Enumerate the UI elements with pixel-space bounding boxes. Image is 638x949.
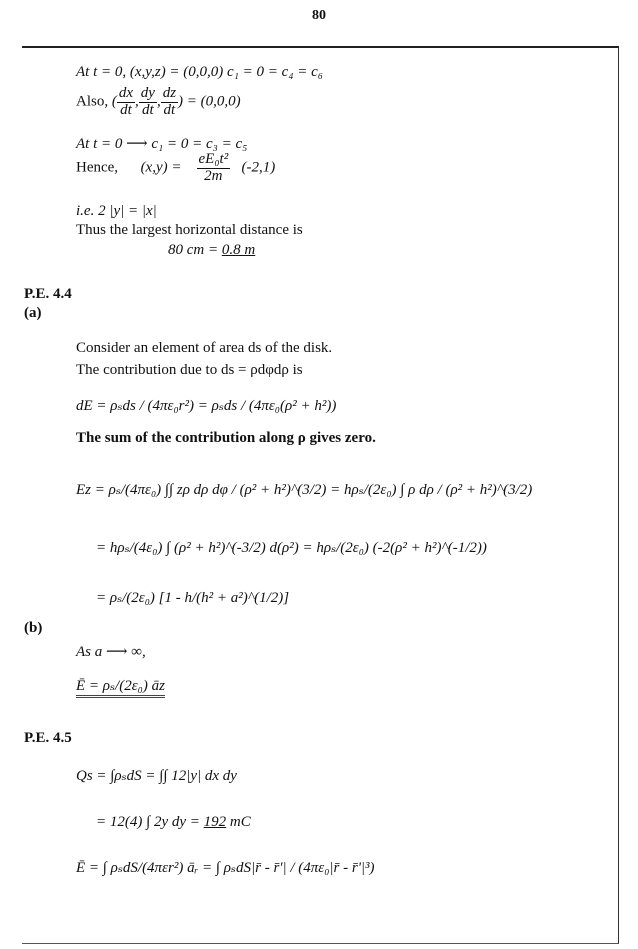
line-thus: Thus the largest horizontal distance is [76,222,303,238]
pe-4-4-heading: P.E. 4.4 [24,286,72,302]
equation-E-final: Ē = ρₛ/(2ε₀) āz [76,678,165,698]
line-sum: The sum of the contribution along ρ gives zero. [76,430,376,446]
hence-lhs: (x,y) = [140,159,182,176]
deriv-y: $\frac{dy}{dt}$ [140,85,155,118]
line-as-a: As a ⟶ ∞, [76,644,146,660]
also-rhs: = (0,0,0) [186,93,241,110]
line-hence [76,152,275,185]
distance-answer: 0.8 m [221,242,256,258]
part-b-label: (b) [24,620,43,636]
line-ie: i.e. 2 |y| = |x| [76,203,157,219]
hence-fraction: $\frac{\text{eE₀t²}}{2m}$ [198,151,229,184]
equation-Ez-1: Ez = ρₛ/(4πε₀) ∫∫ zρ dρ dφ / (ρ² + h²)^(3/2) = hρₛ/(2ε₀) ∫ ρ dρ / (ρ² + h²)^(3/2) [76,482,533,498]
part-a-label: (a) [24,305,42,321]
equation-Qs-2: = 12(4) ∫ 2y dy = 192 mC [96,814,251,830]
deriv-x: $\frac{dx}{dt}$ [118,85,134,118]
equation-Ez-3: = ρₛ/(2ε₀) [1 - h/(h² + a²)^(1/2)] [96,590,290,606]
hence-rhs: (-2,1) [241,159,276,176]
line-t0b: At t = 0 ⟶ c₁ = 0 = c₃ = c₅ [76,136,248,152]
equation-Qs-1: Qs = ∫ρₛdS = ∫∫ 12|y| dx dy [76,768,237,784]
equation-E-last: Ē = ∫ ρₛdS/(4πεr²) āᵣ = ∫ ρₛdS|r̄ - r̄'| / (4πε₀|r̄ - r̄'|³) [76,860,375,876]
charge-answer: 192 [203,814,227,830]
pe-4-5-heading: P.E. 4.5 [24,730,72,746]
line-distance: 80 cm = 0.8 m [168,242,256,258]
equation-dE: dE = ρₛds / (4πε₀r²) = ρₛds / (4πε₀(ρ² + h²)) [76,398,337,414]
hence-lead: Hence, [76,159,119,176]
line-t0: At t = 0, (x,y,z) = (0,0,0) c₁ = 0 = c₄ = c₆ [76,64,324,80]
line-also: Also, ( $\frac{dx}{dt}$ , $\frac{dy}{dt}$ , $\frac{dz}{dt}$ ) = (0,0,0) [76,85,241,118]
also-lead: Also, [76,93,109,110]
line-consider: Consider an element of area ds of the disk. [76,340,333,356]
deriv-z: $\frac{dz}{dt}$ [162,85,177,118]
page-number: 80 [312,8,326,23]
equation-Ez-2: = hρₛ/(4ε₀) ∫ (ρ² + h²)^(-3/2) d(ρ²) = hρₛ/(2ε₀) (-2(ρ² + h²)^(-1/2)) [96,540,487,556]
line-contrib: The contribution due to ds = ρdφdρ is [76,362,303,378]
